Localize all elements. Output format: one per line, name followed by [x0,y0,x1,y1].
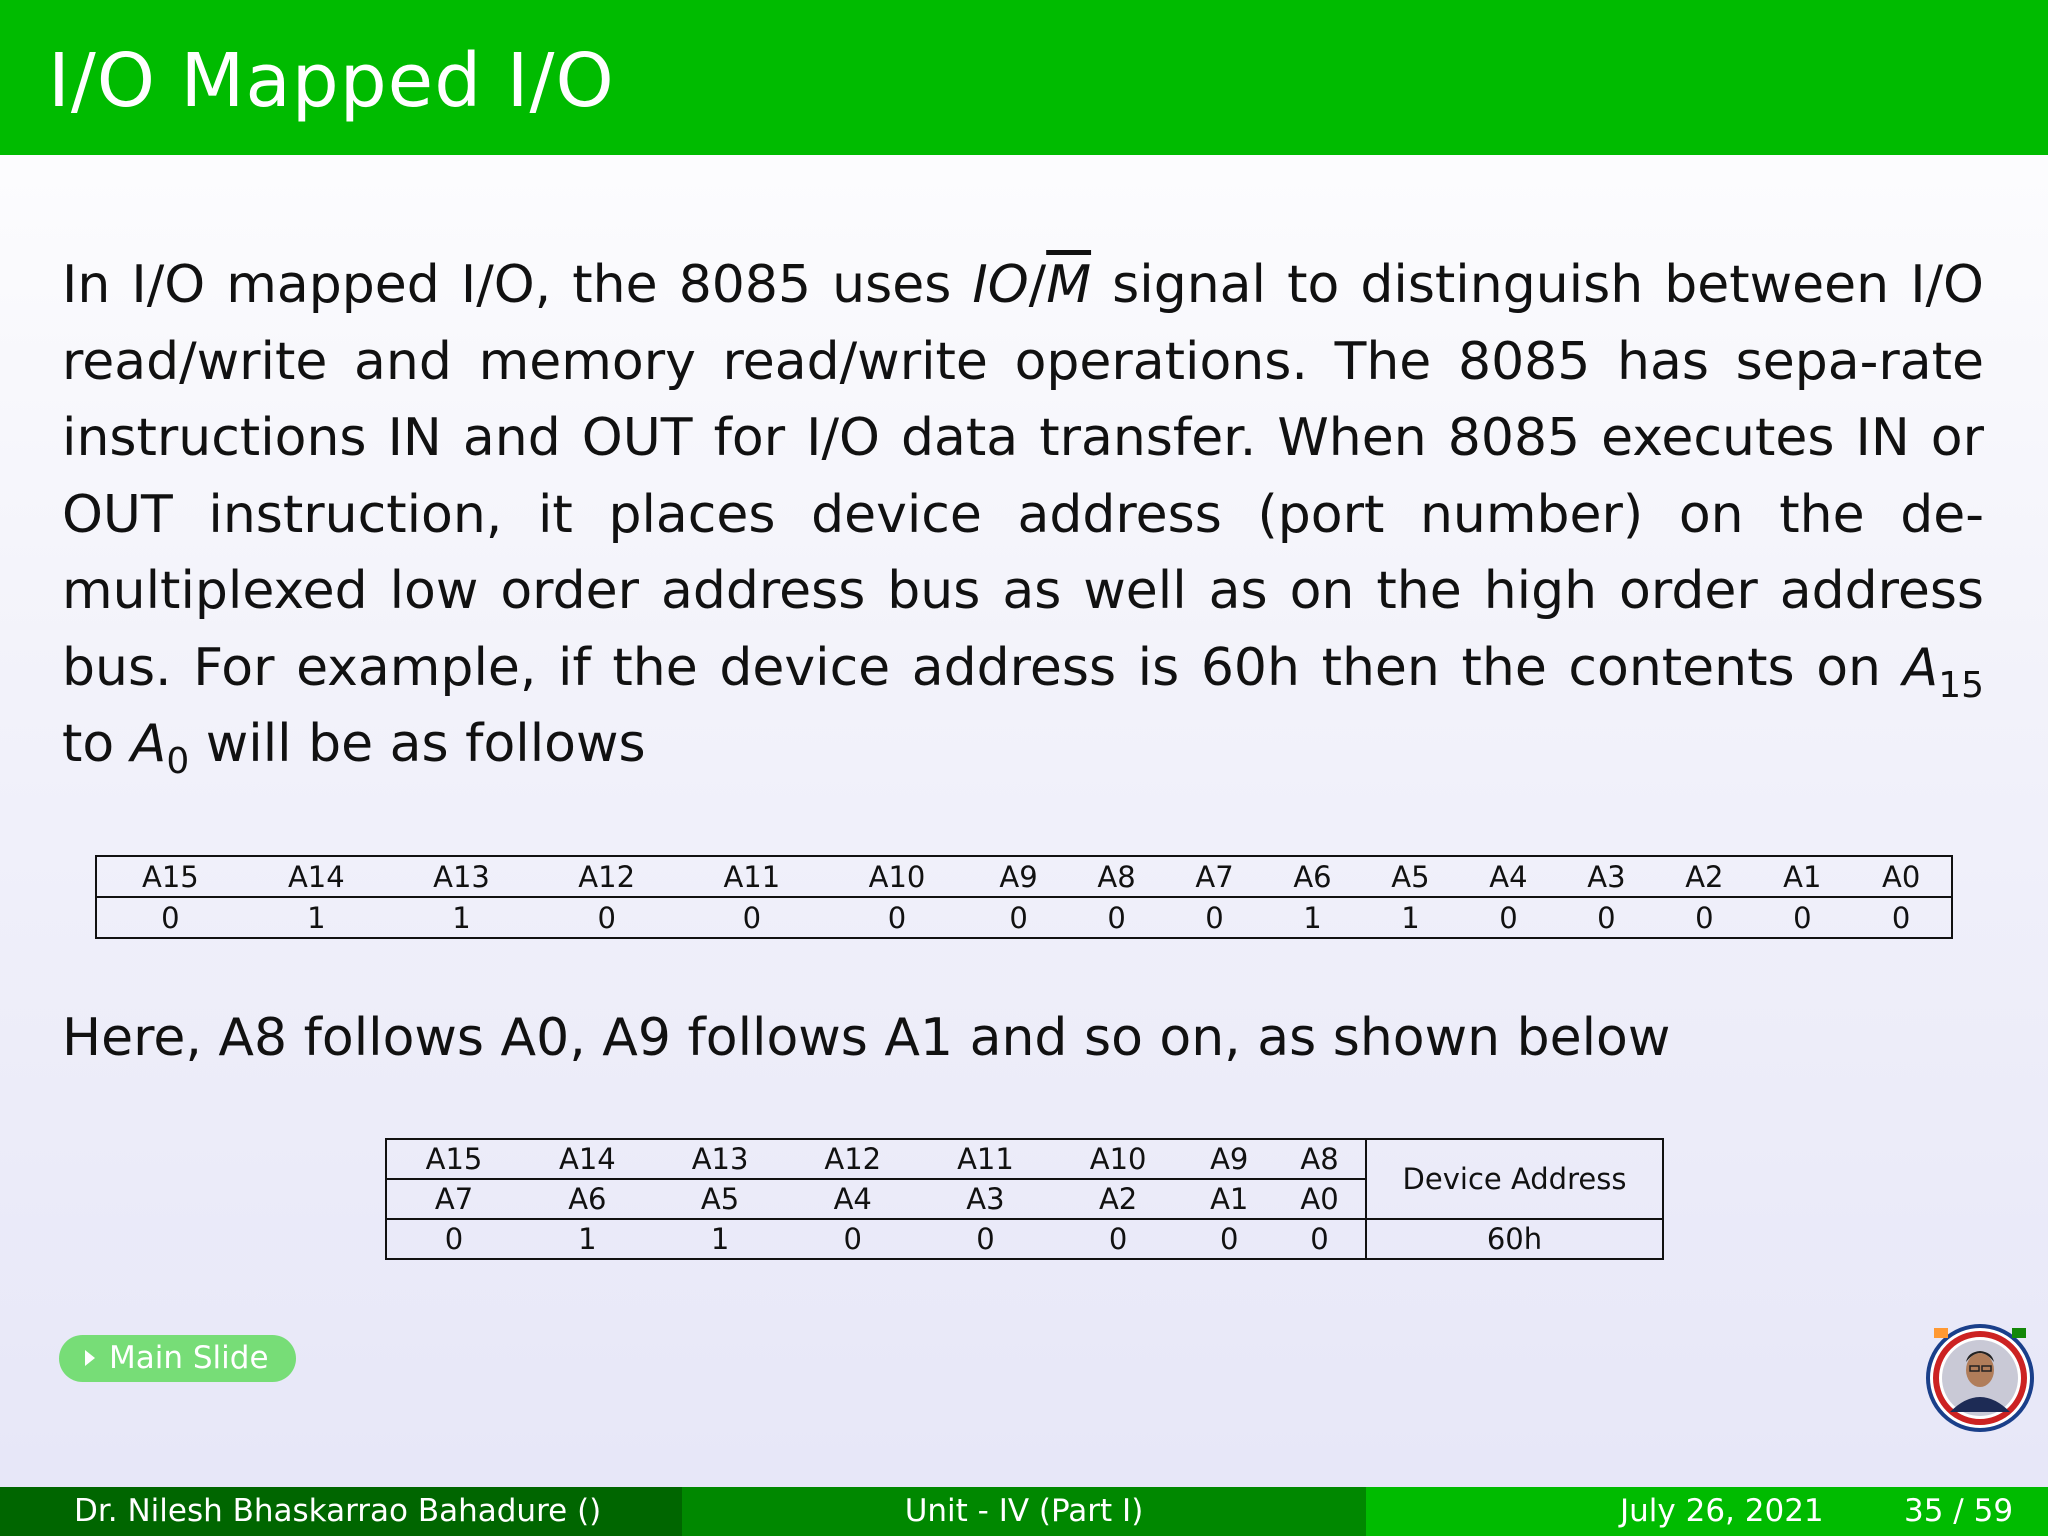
bit-header: A11 [679,856,824,897]
addr-a15-letter: A [1902,637,1939,698]
body-paragraph [62,247,1984,783]
signal-io: IO [972,255,1029,315]
signal-m-bar: $\overline{M}$ [1046,255,1092,315]
map-cell: A8 [1274,1139,1366,1179]
bit-value: 0 [1891,900,1911,935]
footer-unit-text: Unit - IV (Part I) [904,1493,1144,1529]
map-value: 0 [976,1222,995,1256]
footer-right [1366,1487,2048,1536]
bit-value: 0 [1107,900,1126,935]
title-bar [0,0,2048,155]
bit-value: 0 [161,900,180,935]
map-cell: A3 [919,1179,1052,1219]
map-cell: A13 [654,1139,787,1179]
map-cell: A14 [521,1139,654,1179]
bit-header: A3 [1557,856,1655,897]
map-cell: A0 [1274,1179,1366,1219]
bit-header: A2 [1655,856,1753,897]
bit-value: 0 [597,900,616,935]
address-mapping-table [385,1138,1664,1260]
map-high-row [386,1139,1663,1179]
map-value: 1 [578,1222,597,1256]
footer-unit [682,1487,1366,1536]
bit-value: 0 [1695,900,1714,935]
map-cell: A4 [786,1179,919,1219]
footer-date: July 26, 2021 [1620,1493,1824,1529]
paragraph-text-3: to [62,714,131,774]
map-cell: A2 [1052,1179,1185,1219]
addr-a0-sub: 0 [166,741,190,782]
play-triangle-icon [85,1350,95,1366]
bit-value: 0 [1597,900,1616,935]
bit-value: 0 [742,900,762,935]
device-address-header: Device Address [1366,1139,1663,1219]
footer-bar [0,1487,2048,1536]
map-cell: A7 [386,1179,521,1219]
paragraph-text-1: In I/O mapped I/O, the 8085 uses [62,255,973,315]
map-value-row [386,1219,1663,1259]
bit-header: A9 [970,856,1068,897]
bit-header: A15 [96,856,244,897]
map-cell: A15 [386,1139,521,1179]
bit-value: 0 [1009,900,1028,935]
footer-page-number: 35 / 59 [1904,1493,2014,1529]
map-cell: A9 [1184,1139,1274,1179]
bit-value: 1 [307,900,326,935]
map-value: 0 [1220,1222,1239,1256]
academy-logo-icon [1926,1322,2034,1438]
map-value: 0 [1108,1222,1128,1256]
map-cell: A5 [654,1179,787,1219]
address-bit-table [95,855,1953,939]
bit-value: 1 [1303,900,1322,935]
footer-author [0,1487,682,1536]
bit-value-row [96,897,1952,938]
slide-title: I/O Mapped I/O [48,38,615,124]
bit-header: A0 [1851,856,1952,897]
bit-header: A5 [1361,856,1459,897]
bit-value: 0 [1205,900,1224,935]
bit-value: 0 [1499,900,1518,935]
addr-a15-sub: 15 [1938,664,1984,706]
map-value: 0 [843,1222,862,1256]
device-address-value: 60h [1366,1219,1663,1259]
bit-header: A10 [824,856,969,897]
bit-value: 0 [887,900,907,935]
bit-value: 1 [1401,900,1420,935]
map-cell: A11 [919,1139,1052,1179]
main-slide-button[interactable] [59,1335,296,1382]
bit-header-row [96,856,1952,897]
bit-header: A14 [244,856,389,897]
bit-header: A13 [389,856,534,897]
bit-value: 1 [452,900,471,935]
main-slide-label: Main Slide [109,1340,269,1376]
map-cell: A6 [521,1179,654,1219]
bit-header: A4 [1459,856,1557,897]
bit-header: A8 [1068,856,1166,897]
paragraph-text-4: will be as follows [189,714,646,774]
footer-author-text: Dr. Nilesh Bhaskarrao Bahadure () [74,1493,602,1529]
map-cell: A12 [786,1139,919,1179]
bit-header: A6 [1264,856,1362,897]
bit-header: A7 [1166,856,1264,897]
explanation-text: Here, A8 follows A0, A9 follows A1 and so on, as shown below [62,1008,1671,1068]
map-value: 0 [1310,1222,1329,1256]
paragraph-text-2: signal to distinguish between I/O read/write and memory read/write operations. The 8085 has sepa-rate instructions IN and OUT for I/O data transfer. When 8085 executes IN or OUT instruction, it places device address (port number) on the de-multiplexed low order address bus as well as on the high order address bus. For example, if the device address is 60h then the contents on [62,255,1984,698]
signal-slash: / [1028,255,1047,315]
map-cell: A10 [1052,1139,1185,1179]
map-value: 0 [444,1222,464,1256]
bit-header: A1 [1753,856,1851,897]
map-cell: A1 [1184,1179,1274,1219]
addr-a0-letter: A [130,714,167,774]
bit-header: A12 [534,856,679,897]
map-value: 1 [710,1222,730,1256]
bit-value: 0 [1793,900,1812,935]
